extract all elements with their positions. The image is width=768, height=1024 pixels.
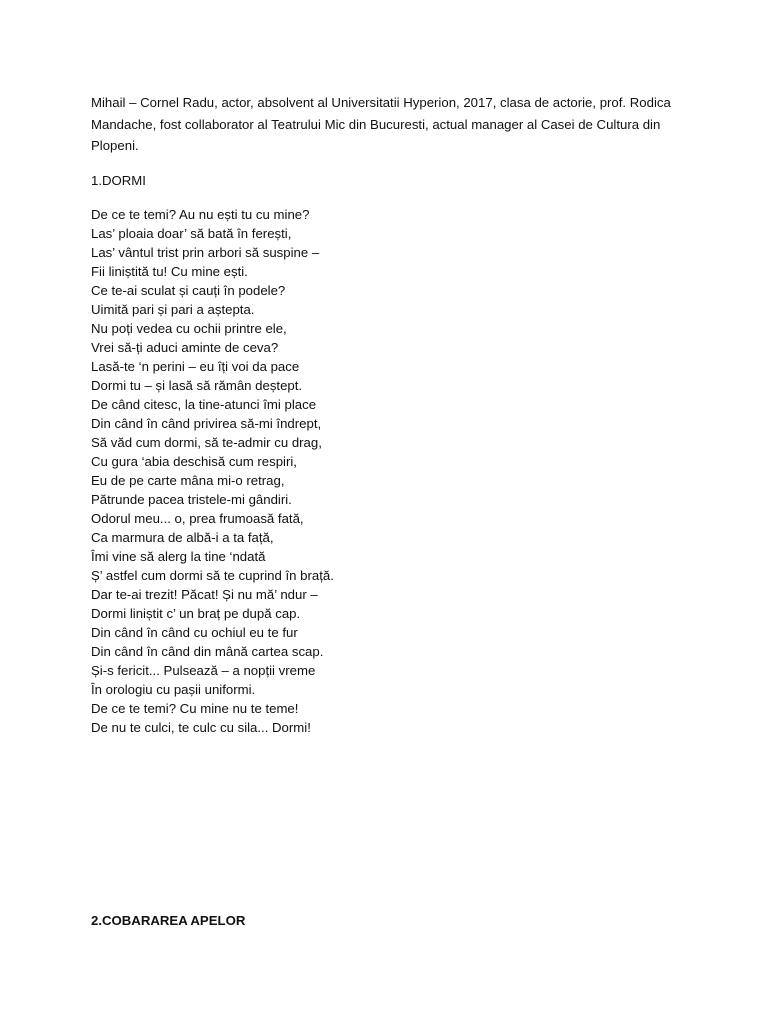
poem-line: Din când în când cu ochiul eu te fur (91, 625, 298, 640)
poem-line: Ca marmura de albă-i a ta față, (91, 530, 274, 545)
poem-line: Îmi vine să alerg la tine ‘ndată (91, 549, 266, 564)
poem-line: De când citesc, la tine-atunci îmi place (91, 397, 317, 412)
poem-line: În orologiu cu pașii uniformi. (91, 682, 256, 697)
poem-line: Ș’ astfel cum dormi să te cuprind în brață. (91, 568, 334, 583)
poem-line: Fii liniștită tu! Cu mine ești. (91, 264, 248, 279)
poem-line: Din când în când din mână cartea scap. (91, 644, 324, 659)
poem-line: De ce te temi? Cu mine nu te teme! (91, 701, 299, 716)
poem-line: Vrei să-ți aduci aminte de ceva? (91, 340, 279, 355)
section-title-cobararea-apelor: 2.COBARAREA APELOR (91, 913, 246, 928)
poem-line: Dormi tu – și lasă să rămân deștept. (91, 378, 303, 393)
poem-line: De ce te temi? Au nu ești tu cu mine? (91, 207, 310, 222)
poem-line: Din când în când privirea să-mi îndrept, (91, 416, 322, 431)
poem-line: Cu gura ‘abia deschisă cum respiri, (91, 454, 297, 469)
section-title-dormi: 1.DORMI (91, 173, 146, 188)
poem-line: Las’ vântul trist prin arbori să suspine – (91, 245, 320, 260)
poem-line: Las’ ploaia doar’ să bată în ferești, (91, 226, 292, 241)
poem-line: Eu de pe carte mâna mi-o retrag, (91, 473, 285, 488)
poem-line: Dar te-ai trezit! Păcat! Și nu mă’ ndur – (91, 587, 318, 602)
poem-line: Odorul meu... o, prea frumoasă fată, (91, 511, 304, 526)
poem-line: Să văd cum dormi, să te-admir cu drag, (91, 435, 322, 450)
poem-line: Nu poți vedea cu ochii printre ele, (91, 321, 287, 336)
poem-line: Și-s fericit... Pulsează – a nopții vreme (91, 663, 316, 678)
poem-line: Ce te-ai sculat și cauți în podele? (91, 283, 286, 298)
poem-dormi (91, 205, 651, 737)
author-intro: Mihail – Cornel Radu, actor, absolvent al Universitatii Hyperion, 2017, clasa de actorie, prof. Rodica Mandache, fost collaborator al Teatrului Mic din Bucuresti, actual manager al Casei de Cultura din Plopeni. (91, 95, 671, 153)
poem-line: Dormi liniștit c’ un braț pe după cap. (91, 606, 301, 621)
poem-line: Uimită pari și pari a aștepta. (91, 302, 255, 317)
poem-line: Lasă-te ‘n perini – eu îți voi da pace (91, 359, 300, 374)
poem-line: De nu te culci, te culc cu sila... Dormi! (91, 720, 311, 735)
poem-line: Pătrunde pacea tristele-mi gândiri. (91, 492, 292, 507)
